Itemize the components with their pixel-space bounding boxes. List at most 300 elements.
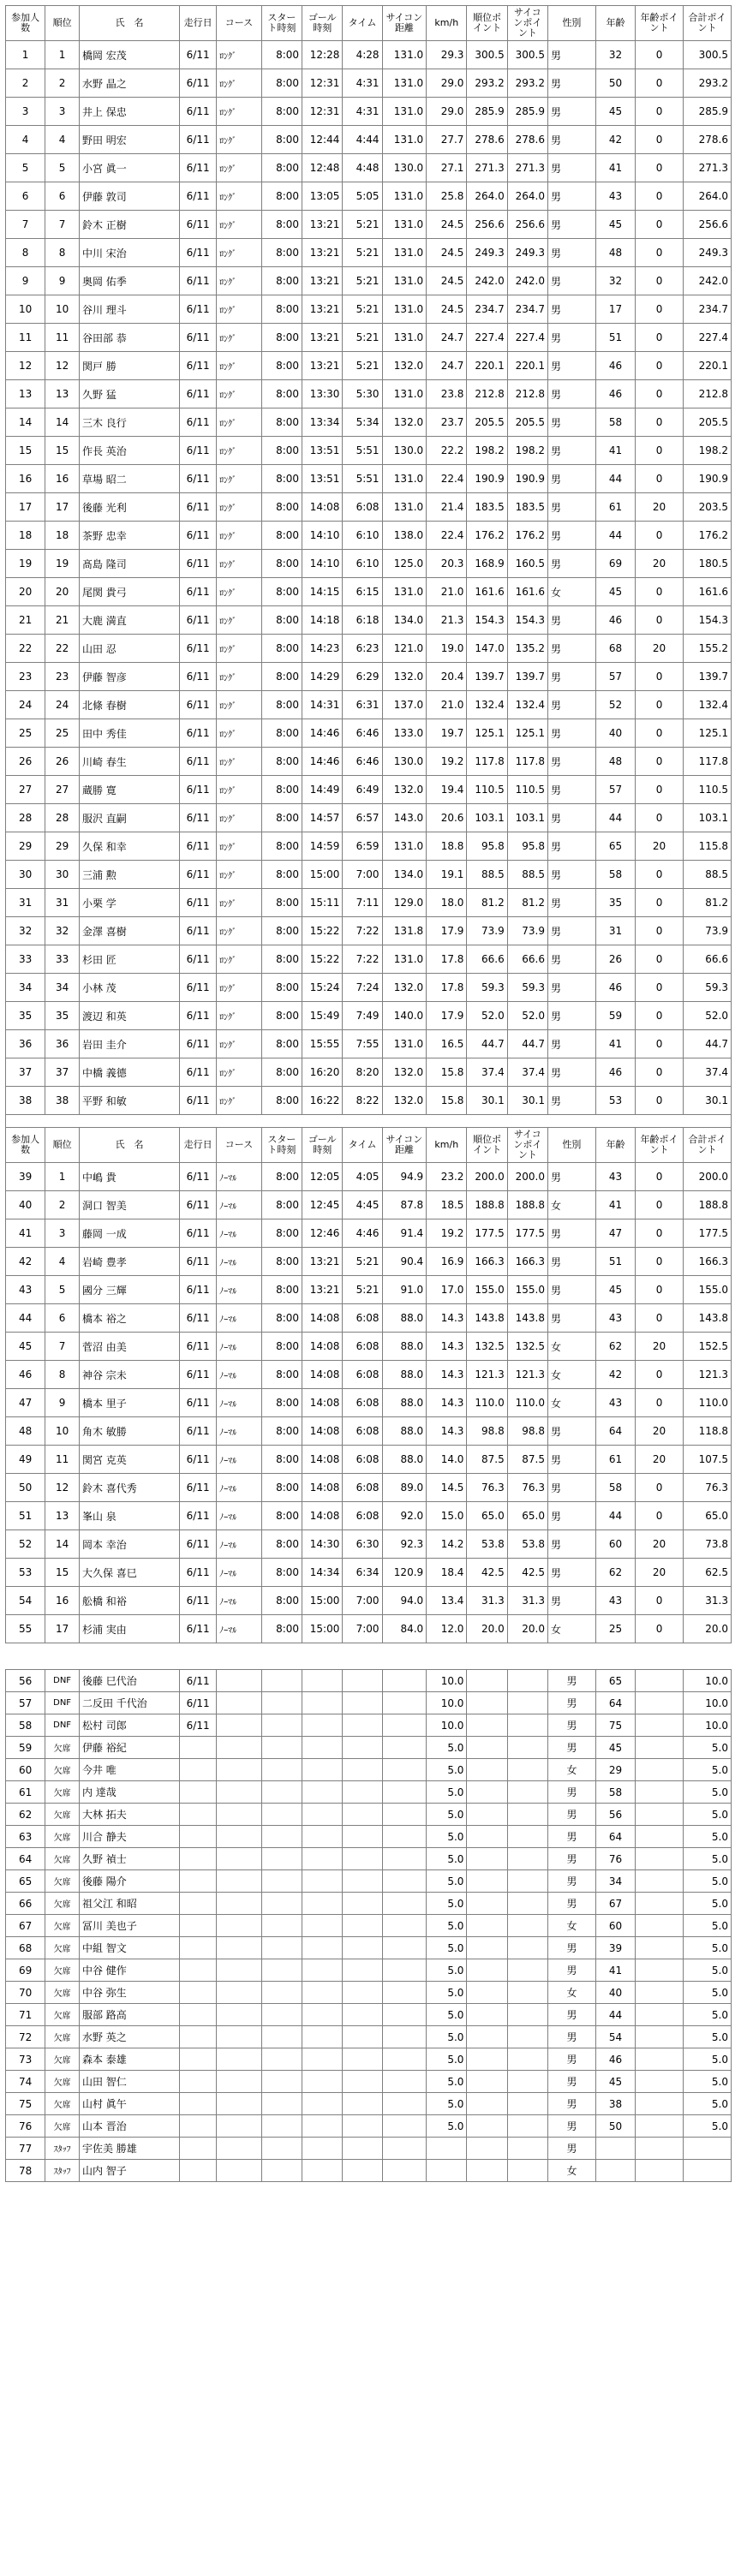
cell-elapsed-time: 4:48 bbox=[343, 154, 382, 182]
cell-date: 6/11 bbox=[180, 945, 217, 974]
cell-cycle-points: 271.3 bbox=[507, 154, 547, 182]
cell-course: ﾛﾝｸﾞ bbox=[217, 635, 262, 663]
cell-date bbox=[180, 1959, 217, 1982]
cell-name: 作長 英治 bbox=[79, 437, 179, 465]
cell-start-time bbox=[261, 2093, 302, 2115]
cell-age: 41 bbox=[595, 154, 635, 182]
table-row bbox=[6, 1587, 732, 1615]
cell-elapsed-time: 4:05 bbox=[343, 1163, 382, 1191]
cell-total-points: 285.9 bbox=[684, 98, 732, 126]
cell-course: ﾛﾝｸﾞ bbox=[217, 41, 262, 69]
cell-speed: 14.2 bbox=[427, 1530, 467, 1559]
cell-age: 43 bbox=[595, 1163, 635, 1191]
cell-total-points: 125.1 bbox=[684, 719, 732, 748]
cell-rank-points bbox=[467, 2093, 507, 2115]
cell-name: 髙島 隆司 bbox=[79, 550, 179, 578]
cell-entry-no: 3 bbox=[6, 98, 45, 126]
cell-elapsed-time: 5:21 bbox=[343, 1248, 382, 1276]
cell-start-time: 8:00 bbox=[261, 1559, 302, 1587]
cell-age: 45 bbox=[595, 2071, 635, 2093]
cell-name: 関宮 克英 bbox=[79, 1446, 179, 1474]
cell-cycle-points: 132.5 bbox=[507, 1333, 547, 1361]
cell-distance: 120.9 bbox=[382, 1559, 427, 1587]
cell-start-time bbox=[261, 1737, 302, 1759]
cell-date: 6/11 bbox=[180, 437, 217, 465]
cell-total-points: 10.0 bbox=[684, 1692, 732, 1714]
cell-total-points: 271.3 bbox=[684, 154, 732, 182]
table-row bbox=[6, 522, 732, 550]
cell-entry-no: 49 bbox=[6, 1446, 45, 1474]
cell-age: 65 bbox=[595, 1670, 635, 1692]
table-row bbox=[6, 945, 732, 974]
cell-elapsed-time: 6:08 bbox=[343, 493, 382, 522]
cell-course: ﾛﾝｸﾞ bbox=[217, 861, 262, 889]
cell-speed: 15.0 bbox=[427, 1502, 467, 1530]
cell-distance: 137.0 bbox=[382, 691, 427, 719]
cell-date: 6/11 bbox=[180, 352, 217, 380]
cell-distance: 131.0 bbox=[382, 324, 427, 352]
cell-goal-time bbox=[302, 1982, 343, 2004]
cell-start-time: 8:00 bbox=[261, 1191, 302, 1219]
cell-rank-points: 242.0 bbox=[467, 267, 507, 295]
cell-age: 32 bbox=[595, 41, 635, 69]
table-row bbox=[6, 1502, 732, 1530]
cell-elapsed-time: 7:22 bbox=[343, 917, 382, 945]
cell-total-points: 176.2 bbox=[684, 522, 732, 550]
cell-speed: 5.0 bbox=[427, 1804, 467, 1826]
cell-entry-no: 1 bbox=[6, 41, 45, 69]
cell-course bbox=[217, 1670, 262, 1692]
cell-course: ﾉｰﾏﾙ bbox=[217, 1474, 262, 1502]
cell-name: 久保 和幸 bbox=[79, 832, 179, 861]
cell-date: 6/11 bbox=[180, 1030, 217, 1058]
cell-course: ﾛﾝｸﾞ bbox=[217, 295, 262, 324]
cell-cycle-points: 135.2 bbox=[507, 635, 547, 663]
table-row bbox=[6, 1759, 732, 1781]
cell-rank-points: 103.1 bbox=[467, 804, 507, 832]
cell-age-points bbox=[636, 1804, 684, 1826]
cell-date: 6/11 bbox=[180, 380, 217, 408]
cell-name: 岩崎 豊孝 bbox=[79, 1248, 179, 1276]
cell-age: 60 bbox=[595, 1530, 635, 1559]
cell-goal-time: 14:08 bbox=[302, 1474, 343, 1502]
cell-total-points: 5.0 bbox=[684, 1737, 732, 1759]
cell-elapsed-time: 5:05 bbox=[343, 182, 382, 211]
cell-gender: 男 bbox=[548, 917, 596, 945]
cell-gender: 男 bbox=[548, 1692, 596, 1714]
cell-cycle-points: 110.0 bbox=[507, 1389, 547, 1417]
cell-start-time bbox=[261, 2115, 302, 2138]
results-table bbox=[5, 5, 732, 2182]
cell-age-points bbox=[636, 1759, 684, 1781]
cell-date: 6/11 bbox=[180, 1714, 217, 1737]
cell-cycle-points: 121.3 bbox=[507, 1361, 547, 1389]
cell-rank-points bbox=[467, 1737, 507, 1759]
cell-start-time: 8:00 bbox=[261, 804, 302, 832]
cell-rank: 欠席 bbox=[45, 2004, 80, 2026]
cell-cycle-points: 66.6 bbox=[507, 945, 547, 974]
cell-age: 17 bbox=[595, 295, 635, 324]
cell-gender: 男 bbox=[548, 211, 596, 239]
cell-age-points: 0 bbox=[636, 804, 684, 832]
cell-cycle-points bbox=[507, 1670, 547, 1692]
cell-rank-points: 227.4 bbox=[467, 324, 507, 352]
table-row bbox=[6, 691, 732, 719]
cell-speed: 17.9 bbox=[427, 917, 467, 945]
cell-gender: 女 bbox=[548, 1191, 596, 1219]
cell-date bbox=[180, 1826, 217, 1848]
cell-goal-time: 13:30 bbox=[302, 380, 343, 408]
cell-entry-no: 69 bbox=[6, 1959, 45, 1982]
cell-age: 51 bbox=[595, 324, 635, 352]
cell-entry-no: 12 bbox=[6, 352, 45, 380]
cell-gender: 男 bbox=[548, 606, 596, 635]
cell-name: 大久保 喜巳 bbox=[79, 1559, 179, 1587]
cell-gender: 男 bbox=[548, 41, 596, 69]
cell-name: 杉田 匠 bbox=[79, 945, 179, 974]
header-course: コース bbox=[217, 1128, 262, 1163]
cell-goal-time: 14:34 bbox=[302, 1559, 343, 1587]
cell-date: 6/11 bbox=[180, 493, 217, 522]
cell-age: 46 bbox=[595, 1058, 635, 1087]
cell-goal-time bbox=[302, 2115, 343, 2138]
cell-speed: 22.2 bbox=[427, 437, 467, 465]
cell-distance: 131.0 bbox=[382, 41, 427, 69]
cell-name: 橋本 裕之 bbox=[79, 1304, 179, 1333]
cell-name: 大鹿 満直 bbox=[79, 606, 179, 635]
cell-total-points: 5.0 bbox=[684, 1781, 732, 1804]
cell-date: 6/11 bbox=[180, 1615, 217, 1643]
cell-elapsed-time: 7:00 bbox=[343, 861, 382, 889]
normal-header-row bbox=[6, 1128, 732, 1163]
cell-age: 42 bbox=[595, 126, 635, 154]
cell-rank-points: 31.3 bbox=[467, 1587, 507, 1615]
cell-distance bbox=[382, 1670, 427, 1692]
cell-cycle-points: 249.3 bbox=[507, 239, 547, 267]
cell-rank: 2 bbox=[45, 1191, 80, 1219]
cell-speed: 23.2 bbox=[427, 1163, 467, 1191]
cell-age: 34 bbox=[595, 1870, 635, 1893]
cell-age-points bbox=[636, 1848, 684, 1870]
cell-gender: 男 bbox=[548, 1058, 596, 1087]
cell-age-points bbox=[636, 1781, 684, 1804]
header-start-time: スタート時刻 bbox=[261, 6, 302, 41]
cell-distance: 131.0 bbox=[382, 493, 427, 522]
cell-date: 6/11 bbox=[180, 606, 217, 635]
table-row bbox=[6, 267, 732, 295]
cell-cycle-points: 52.0 bbox=[507, 1002, 547, 1030]
cell-course: ﾉｰﾏﾙ bbox=[217, 1446, 262, 1474]
cell-elapsed-time: 6:10 bbox=[343, 522, 382, 550]
cell-total-points: 5.0 bbox=[684, 2004, 732, 2026]
cell-total-points: 118.8 bbox=[684, 1417, 732, 1446]
cell-speed: 16.5 bbox=[427, 1030, 467, 1058]
cell-distance bbox=[382, 2138, 427, 2160]
cell-rank: 9 bbox=[45, 1389, 80, 1417]
cell-distance bbox=[382, 2048, 427, 2071]
cell-elapsed-time: 4:31 bbox=[343, 98, 382, 126]
cell-age-points: 0 bbox=[636, 1304, 684, 1333]
cell-speed: 29.3 bbox=[427, 41, 467, 69]
cell-total-points: 5.0 bbox=[684, 1804, 732, 1826]
cell-start-time bbox=[261, 2138, 302, 2160]
cell-cycle-points bbox=[507, 2138, 547, 2160]
cell-age: 58 bbox=[595, 1781, 635, 1804]
cell-cycle-points bbox=[507, 2026, 547, 2048]
cell-speed: 21.0 bbox=[427, 578, 467, 606]
cell-entry-no: 32 bbox=[6, 917, 45, 945]
cell-start-time: 8:00 bbox=[261, 1615, 302, 1643]
cell-age: 41 bbox=[595, 437, 635, 465]
cell-rank: 23 bbox=[45, 663, 80, 691]
cell-date: 6/11 bbox=[180, 126, 217, 154]
cell-rank: 30 bbox=[45, 861, 80, 889]
cell-cycle-points: 132.4 bbox=[507, 691, 547, 719]
cell-elapsed-time: 6:08 bbox=[343, 1389, 382, 1417]
cell-elapsed-time bbox=[343, 1737, 382, 1759]
cell-elapsed-time bbox=[343, 1982, 382, 2004]
cell-distance: 130.0 bbox=[382, 154, 427, 182]
cell-rank-points: 166.3 bbox=[467, 1248, 507, 1276]
cell-goal-time: 12:31 bbox=[302, 98, 343, 126]
cell-rank: 33 bbox=[45, 945, 80, 974]
header-goal-time: ゴール時刻 bbox=[302, 1128, 343, 1163]
table-row bbox=[6, 1982, 732, 2004]
cell-distance bbox=[382, 1781, 427, 1804]
cell-goal-time bbox=[302, 1781, 343, 1804]
cell-start-time bbox=[261, 2026, 302, 2048]
cell-cycle-points bbox=[507, 2115, 547, 2138]
cell-total-points: 152.5 bbox=[684, 1333, 732, 1361]
cell-distance: 89.0 bbox=[382, 1474, 427, 1502]
cell-rank: 欠席 bbox=[45, 2048, 80, 2071]
cell-goal-time bbox=[302, 1893, 343, 1915]
cell-elapsed-time: 6:49 bbox=[343, 776, 382, 804]
cell-total-points: 256.6 bbox=[684, 211, 732, 239]
cell-gender: 男 bbox=[548, 776, 596, 804]
cell-date: 6/11 bbox=[180, 663, 217, 691]
cell-course: ﾛﾝｸﾞ bbox=[217, 182, 262, 211]
cell-goal-time bbox=[302, 1670, 343, 1692]
cell-rank: 欠席 bbox=[45, 1937, 80, 1959]
cell-distance: 88.0 bbox=[382, 1417, 427, 1446]
cell-age: 58 bbox=[595, 861, 635, 889]
cell-rank-points bbox=[467, 1959, 507, 1982]
cell-speed: 18.0 bbox=[427, 889, 467, 917]
table-row bbox=[6, 1163, 732, 1191]
cell-start-time: 8:00 bbox=[261, 267, 302, 295]
cell-gender: 女 bbox=[548, 1361, 596, 1389]
cell-name: 鈴木 正樹 bbox=[79, 211, 179, 239]
cell-goal-time: 13:21 bbox=[302, 295, 343, 324]
cell-rank-points: 147.0 bbox=[467, 635, 507, 663]
cell-start-time bbox=[261, 1848, 302, 1870]
cell-rank: 欠席 bbox=[45, 1759, 80, 1781]
cell-rank-points: 125.1 bbox=[467, 719, 507, 748]
cell-rank: 1 bbox=[45, 41, 80, 69]
cell-rank-points: 37.4 bbox=[467, 1058, 507, 1087]
cell-gender: 女 bbox=[548, 1982, 596, 2004]
table-row bbox=[6, 295, 732, 324]
cell-cycle-points: 53.8 bbox=[507, 1530, 547, 1559]
cell-cycle-points: 176.2 bbox=[507, 522, 547, 550]
cell-entry-no: 53 bbox=[6, 1559, 45, 1587]
cell-course: ﾛﾝｸﾞ bbox=[217, 832, 262, 861]
cell-speed: 24.5 bbox=[427, 239, 467, 267]
table-row bbox=[6, 1615, 732, 1643]
cell-course bbox=[217, 1893, 262, 1915]
cell-rank-points: 200.0 bbox=[467, 1163, 507, 1191]
cell-rank-points bbox=[467, 1804, 507, 1826]
cell-elapsed-time: 7:00 bbox=[343, 1615, 382, 1643]
cell-age-points bbox=[636, 2138, 684, 2160]
cell-entry-no: 8 bbox=[6, 239, 45, 267]
cell-speed: 17.0 bbox=[427, 1276, 467, 1304]
cell-rank-points: 212.8 bbox=[467, 380, 507, 408]
cell-age: 48 bbox=[595, 748, 635, 776]
cell-elapsed-time: 5:51 bbox=[343, 437, 382, 465]
cell-course: ﾉｰﾏﾙ bbox=[217, 1530, 262, 1559]
cell-rank-points: 176.2 bbox=[467, 522, 507, 550]
cell-age: 45 bbox=[595, 211, 635, 239]
cell-elapsed-time bbox=[343, 2160, 382, 2182]
cell-start-time: 8:00 bbox=[261, 1446, 302, 1474]
table-row bbox=[6, 804, 732, 832]
cell-gender: 男 bbox=[548, 1474, 596, 1502]
cell-goal-time: 12:44 bbox=[302, 126, 343, 154]
cell-speed: 5.0 bbox=[427, 2026, 467, 2048]
table-row bbox=[6, 98, 732, 126]
cell-elapsed-time: 5:21 bbox=[343, 352, 382, 380]
cell-speed: 23.7 bbox=[427, 408, 467, 437]
cell-elapsed-time bbox=[343, 2138, 382, 2160]
cell-distance bbox=[382, 1982, 427, 2004]
cell-date: 6/11 bbox=[180, 832, 217, 861]
cell-distance: 88.0 bbox=[382, 1304, 427, 1333]
cell-age: 58 bbox=[595, 408, 635, 437]
cell-rank: 欠席 bbox=[45, 1737, 80, 1759]
cell-date: 6/11 bbox=[180, 776, 217, 804]
cell-elapsed-time bbox=[343, 1870, 382, 1893]
cell-elapsed-time: 7:24 bbox=[343, 974, 382, 1002]
cell-start-time bbox=[261, 2071, 302, 2093]
cell-rank: ｽﾀｯﾌ bbox=[45, 2160, 80, 2182]
cell-gender: 男 bbox=[548, 861, 596, 889]
cell-name: 小林 茂 bbox=[79, 974, 179, 1002]
cell-cycle-points: 160.5 bbox=[507, 550, 547, 578]
cell-age: 45 bbox=[595, 1276, 635, 1304]
cell-age-points: 20 bbox=[636, 635, 684, 663]
cell-age-points: 0 bbox=[636, 1502, 684, 1530]
cell-start-time bbox=[261, 1692, 302, 1714]
cell-start-time bbox=[261, 1959, 302, 1982]
header-age-points: 年齢ポイント bbox=[636, 1128, 684, 1163]
table-row bbox=[6, 1848, 732, 1870]
cell-start-time bbox=[261, 1714, 302, 1737]
cell-rank: 4 bbox=[45, 1248, 80, 1276]
cell-elapsed-time bbox=[343, 1915, 382, 1937]
cell-name: 伊藤 智彦 bbox=[79, 663, 179, 691]
cell-course: ﾛﾝｸﾞ bbox=[217, 522, 262, 550]
cell-age-points: 20 bbox=[636, 1417, 684, 1446]
cell-elapsed-time: 6:08 bbox=[343, 1304, 382, 1333]
table-row bbox=[6, 182, 732, 211]
cell-total-points: 5.0 bbox=[684, 1915, 732, 1937]
cell-gender: 男 bbox=[548, 748, 596, 776]
cell-start-time bbox=[261, 2160, 302, 2182]
table-row bbox=[6, 2071, 732, 2093]
cell-cycle-points bbox=[507, 1937, 547, 1959]
cell-distance: 131.0 bbox=[382, 69, 427, 98]
cell-course: ﾛﾝｸﾞ bbox=[217, 550, 262, 578]
cell-elapsed-time bbox=[343, 1714, 382, 1737]
cell-entry-no: 38 bbox=[6, 1087, 45, 1115]
cell-elapsed-time: 6:08 bbox=[343, 1361, 382, 1389]
cell-age: 53 bbox=[595, 1087, 635, 1115]
table-row bbox=[6, 69, 732, 98]
header-age: 年齢 bbox=[595, 1128, 635, 1163]
cell-distance bbox=[382, 1804, 427, 1826]
cell-distance: 92.0 bbox=[382, 1502, 427, 1530]
cell-rank-points: 155.0 bbox=[467, 1276, 507, 1304]
cell-rank: ｽﾀｯﾌ bbox=[45, 2138, 80, 2160]
header-rank-points: 順位ポイント bbox=[467, 6, 507, 41]
section-gap bbox=[6, 1643, 732, 1670]
cell-age: 40 bbox=[595, 1982, 635, 2004]
cell-speed: 19.4 bbox=[427, 776, 467, 804]
cell-distance bbox=[382, 1714, 427, 1737]
cell-goal-time: 12:45 bbox=[302, 1191, 343, 1219]
cell-rank-points: 256.6 bbox=[467, 211, 507, 239]
cell-age-points: 0 bbox=[636, 267, 684, 295]
cell-gender: 男 bbox=[548, 1893, 596, 1915]
cell-entry-no: 25 bbox=[6, 719, 45, 748]
cell-age-points: 0 bbox=[636, 1030, 684, 1058]
cell-entry-no: 51 bbox=[6, 1502, 45, 1530]
cell-elapsed-time: 6:30 bbox=[343, 1530, 382, 1559]
cell-gender: 男 bbox=[548, 1870, 596, 1893]
cell-rank: 19 bbox=[45, 550, 80, 578]
cell-total-points: 65.0 bbox=[684, 1502, 732, 1530]
cell-course: ﾉｰﾏﾙ bbox=[217, 1304, 262, 1333]
cell-rank-points: 249.3 bbox=[467, 239, 507, 267]
cell-start-time: 8:00 bbox=[261, 1530, 302, 1559]
cell-course bbox=[217, 2138, 262, 2160]
cell-age: 64 bbox=[595, 1692, 635, 1714]
cell-age: 35 bbox=[595, 889, 635, 917]
cell-start-time: 8:00 bbox=[261, 889, 302, 917]
cell-age: 56 bbox=[595, 1804, 635, 1826]
cell-speed: 5.0 bbox=[427, 2115, 467, 2138]
cell-gender: 男 bbox=[548, 2115, 596, 2138]
cell-rank: 20 bbox=[45, 578, 80, 606]
header-entry-no: 参加人数 bbox=[6, 1128, 45, 1163]
cell-start-time: 8:00 bbox=[261, 1276, 302, 1304]
cell-distance: 138.0 bbox=[382, 522, 427, 550]
cell-speed: 5.0 bbox=[427, 2071, 467, 2093]
cell-speed: 5.0 bbox=[427, 2093, 467, 2115]
cell-name: 森本 泰雄 bbox=[79, 2048, 179, 2071]
cell-course: ﾉｰﾏﾙ bbox=[217, 1389, 262, 1417]
cell-rank: 16 bbox=[45, 1587, 80, 1615]
cell-course: ﾉｰﾏﾙ bbox=[217, 1361, 262, 1389]
cell-age-points: 0 bbox=[636, 41, 684, 69]
cell-start-time: 8:00 bbox=[261, 719, 302, 748]
cell-speed: 24.5 bbox=[427, 295, 467, 324]
cell-age-points bbox=[636, 2093, 684, 2115]
cell-cycle-points: 110.5 bbox=[507, 776, 547, 804]
cell-goal-time: 14:08 bbox=[302, 1502, 343, 1530]
